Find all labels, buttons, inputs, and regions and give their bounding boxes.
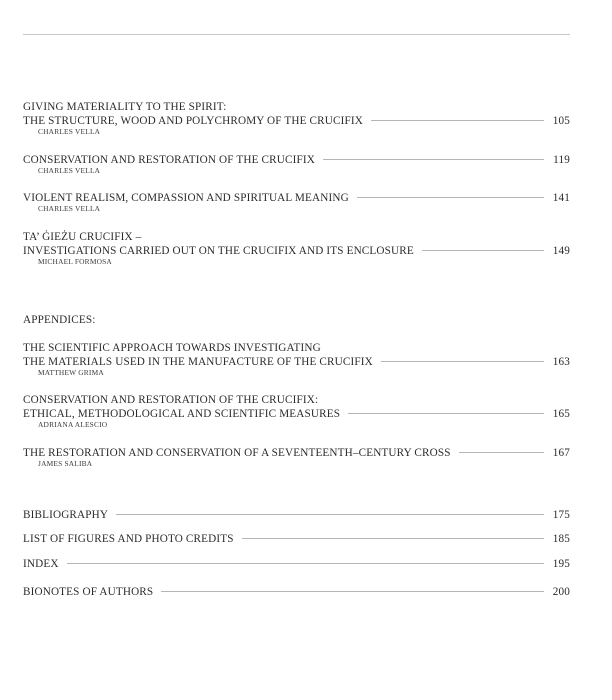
toc-entry-author: MICHAEL FORMOSA (38, 257, 112, 266)
toc-entry-title-line (23, 585, 570, 599)
toc-entry-author: CHARLES VELLA (38, 166, 101, 175)
toc-entry-title-line (23, 508, 570, 522)
toc-page-number: 163 (552, 356, 570, 368)
toc-entry-author: MATTHEW GRIMA (38, 368, 104, 377)
toc-entry-seventeenth-century-cross[interactable] (23, 446, 570, 468)
toc-entry-title-line (23, 191, 570, 205)
toc-page-number: 175 (552, 509, 570, 521)
toc-entry-title: GIVING MATERIALITY TO THE SPIRIT: (23, 101, 227, 113)
toc-entry-bionotes[interactable] (23, 585, 570, 599)
toc-entry-title-line (23, 341, 570, 355)
dot-leader (161, 591, 544, 592)
toc-page-number: 200 (552, 586, 570, 598)
dot-leader (422, 250, 544, 251)
toc-entry-title: INVESTIGATIONS CARRIED OUT ON THE CRUCIFIX AND ITS ENCLOSURE (23, 245, 414, 257)
toc-entry-list-of-figures[interactable] (23, 532, 570, 546)
toc-entry-title-line (23, 230, 570, 244)
toc-entry-title-line (23, 244, 570, 258)
toc-entry-conservation-ethics[interactable] (23, 393, 570, 429)
toc-entry-title: BIBLIOGRAPHY (23, 509, 109, 521)
toc-entry-author: CHARLES VELLA (38, 127, 101, 136)
toc-entry-bibliography[interactable] (23, 508, 570, 522)
toc-entry-title: THE STRUCTURE, WOOD AND POLYCHROMY OF THE CRUCIFIX (23, 115, 363, 127)
toc-entry-title: LIST OF FIGURES AND PHOTO CREDITS (23, 533, 234, 545)
dot-leader (381, 361, 544, 362)
toc-entry-title-line (23, 355, 570, 369)
toc-page-number: 149 (552, 245, 570, 257)
dot-leader (371, 120, 544, 121)
toc-entry-title: THE SCIENTIFIC APPROACH TOWARDS INVESTIGATING (23, 342, 321, 354)
toc-page-number: 105 (552, 115, 570, 127)
toc-entry-author: JAMES SALIBA (38, 459, 93, 468)
toc-page-number: 167 (552, 447, 570, 459)
dot-leader (348, 413, 544, 414)
toc-entry-author: CHARLES VELLA (38, 204, 101, 213)
dot-leader (242, 538, 544, 539)
toc-entry-title: VIOLENT REALISM, COMPASSION AND SPIRITUAL MEANING (23, 192, 349, 204)
toc-entry-title-line (23, 393, 570, 407)
toc-entry-giving-materiality[interactable] (23, 100, 570, 136)
toc-page-number: 119 (553, 154, 570, 166)
toc-entry-title-line (23, 532, 570, 546)
toc-entry-violent-realism[interactable] (23, 191, 570, 213)
toc-entry-index[interactable] (23, 557, 570, 571)
toc-entry-title: TA’ ĠIEŻU CRUCIFIX – (23, 231, 142, 243)
dot-leader (67, 563, 544, 564)
toc-entry-title-line (23, 557, 570, 571)
toc-entry-title-line (23, 153, 570, 167)
toc-entry-title: THE MATERIALS USED IN THE MANUFACTURE OF THE CRUCIFIX (23, 356, 373, 368)
toc-page-number: 195 (552, 558, 570, 570)
toc-entry-title: THE RESTORATION AND CONSERVATION OF A SEVENTEENTH–CENTURY CROSS (23, 447, 451, 459)
toc-entry-ta-giezu[interactable] (23, 230, 570, 266)
dot-leader (116, 514, 544, 515)
toc-entry-title-line (23, 100, 570, 114)
toc-entry-title: INDEX (23, 558, 59, 570)
toc-entry-title-line (23, 114, 570, 128)
dot-leader (323, 159, 544, 160)
dot-leader (357, 197, 544, 198)
toc-page-number: 141 (552, 192, 570, 204)
toc-page-number: 165 (552, 408, 570, 420)
toc-entry-title: CONSERVATION AND RESTORATION OF THE CRUCIFIX (23, 154, 315, 166)
toc-entry-title: BIONOTES OF AUTHORS (23, 586, 154, 598)
toc-entry-author: ADRIANA ALESCIO (38, 420, 108, 429)
toc-entry-title: CONSERVATION AND RESTORATION OF THE CRUCIFIX: (23, 394, 319, 406)
toc-entry-scientific-approach[interactable] (23, 341, 570, 377)
top-rule (23, 34, 570, 35)
toc-entry-title: ETHICAL, METHODOLOGICAL AND SCIENTIFIC MEASURES (23, 408, 341, 420)
toc-entry-conservation-restoration[interactable] (23, 153, 570, 175)
appendices-heading: APPENDICES: (23, 314, 96, 326)
toc-entry-title-line (23, 446, 570, 460)
dot-leader (459, 452, 544, 453)
toc-page-number: 185 (552, 533, 570, 545)
toc-entry-title-line (23, 407, 570, 421)
